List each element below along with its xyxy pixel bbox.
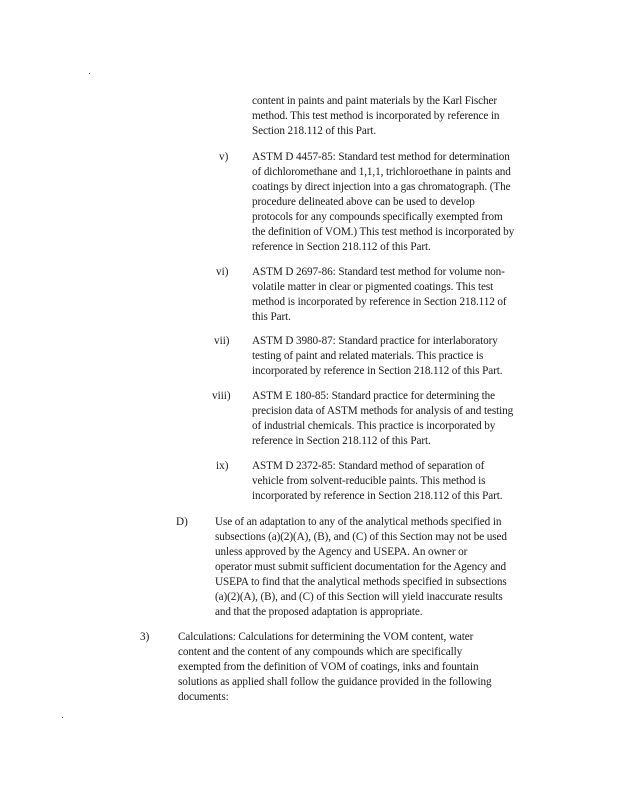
scan-speck [62,717,63,718]
text-line: operator must submit sufficient documentation for the Agency and [215,561,507,573]
text-line: volatile matter in clear or pigmented coatings. This test [252,281,494,293]
item-marker: v) [219,151,229,163]
text-line: ASTM E 180-85: Standard practice for determining the [252,390,496,402]
text-line: Use of an adaptation to any of the analytical methods specified in [215,516,502,528]
text-line: solutions as applied shall follow the guidance provided in the following [178,676,492,688]
item-marker: D) [176,516,188,528]
text-line: ASTM D 4457-85: Standard test method for determination [252,151,510,163]
text-line: ASTM D 2372-85: Standard method of separation of [252,460,485,472]
text-line: precision data of ASTM methods for analysis of and testing [252,405,514,417]
text-line: vehicle from solvent-reducible paints. This method is [252,475,486,487]
text-line: ASTM D 3980-87: Standard practice for interlaboratory [252,335,498,347]
text-line: procedure delineated above can be used to develop [252,196,475,208]
text-line: method is incorporated by reference in Section 218.112 of [252,296,507,308]
text-line: content in paints and paint materials by the Karl Fischer [252,95,498,107]
text-line: content and the content of any compounds which are specifically [178,646,463,658]
item-marker: vii) [214,335,230,347]
text-line: ASTM D 2697-86: Standard test method for volume non- [252,266,505,278]
text-line: subsections (a)(2)(A), (B), and (C) of this Section may not be used [215,531,507,543]
text-line: of dichloromethane and 1,1,1, trichloroethane in paints and [252,166,511,178]
text-line: reference in Section 218.112 of this Part. [252,241,431,253]
text-line: testing of paint and related materials. This practice is [252,350,484,362]
text-line: Calculations: Calculations for determining the VOM content, water [178,631,474,643]
text-line: incorporated by reference in Section 218.112 of this Part. [252,365,503,377]
item-marker: ix) [216,460,229,472]
scan-speck [89,73,90,74]
item-marker: viii) [212,390,231,402]
text-line: this Part. [252,311,291,323]
text-line: documents: [178,691,229,703]
text-line: exempted from the definition of VOM of coatings, inks and fountain [178,661,479,673]
text-line: USEPA to find that the analytical methods specified in subsections [215,576,507,588]
text-line: (a)(2)(A), (B), and (C) of this Section will yield inaccurate results [215,591,503,603]
text-line: method. This test method is incorporated by reference in [252,110,500,122]
text-line: coatings by direct injection into a gas chromatograph. (The [252,181,511,193]
item-marker: 3) [140,631,150,643]
text-line: unless approved by the Agency and USEPA. An owner or [215,546,468,558]
text-line: and that the proposed adaptation is appropriate. [215,606,423,618]
text-line: reference in Section 218.112 of this Part. [252,435,431,447]
item-marker: vi) [216,266,229,278]
text-line: incorporated by reference in Section 218.112 of this Part. [252,490,503,502]
text-line: protocols for any compounds specifically exempted from [252,211,503,223]
text-line: of industrial chemicals. This practice is incorporated by [252,420,496,432]
text-line: Section 218.112 of this Part. [252,125,377,137]
text-line: the definition of VOM.) This test method is incorporated by [252,226,515,238]
